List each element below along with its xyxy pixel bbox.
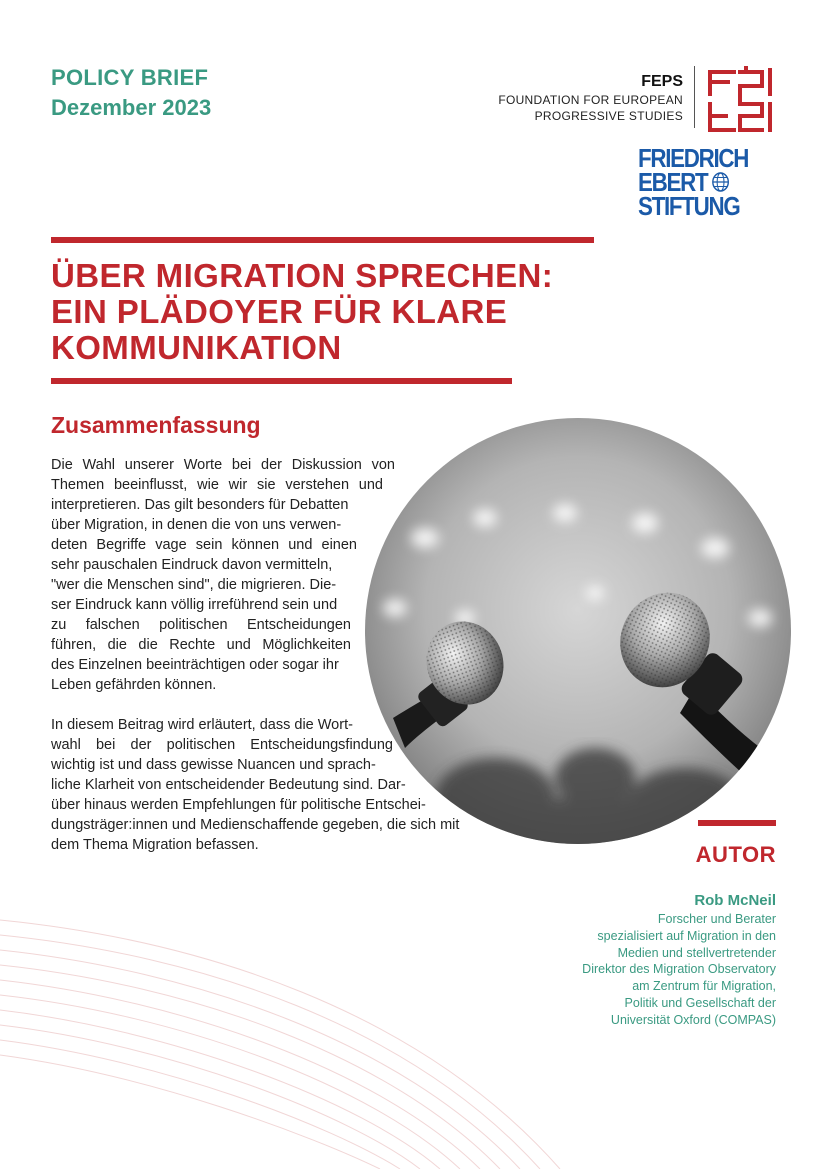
feps-name: FEPS: [641, 73, 683, 90]
title-rule-bottom: [51, 378, 512, 384]
feps-wordmark: [498, 72, 683, 124]
fes-logo-line-3: STIFTUNG: [638, 191, 740, 221]
summary-line: wahl bei der politischen Entscheidungsfindung: [51, 737, 393, 753]
summary-line: Themen beeinflusst, wie wir sie verstehen und: [51, 477, 383, 493]
feps-tagline-2: PROGRESSIVE STUDIES: [534, 109, 683, 123]
title-line-3: KOMMUNIKATION: [51, 329, 342, 366]
summary-line: über Migration, in denen die von uns verwen-: [51, 517, 342, 533]
feps-divider: [694, 66, 695, 128]
summary-line: Leben gefährden können.: [51, 677, 217, 693]
title-line-2: EIN PLÄDOYER FÜR KLARE: [51, 293, 508, 330]
summary-line: interpretieren. Das gilt besonders für Debatten: [51, 497, 349, 513]
summary-line: sehr pauschalen Eindruck davon vermitteln,: [51, 557, 333, 573]
summary-line: dem Thema Migration befassen.: [51, 837, 259, 853]
author-bio-line: Universität Oxford (COMPAS): [610, 1012, 776, 1027]
summary-line: wichtig ist und dass gewisse Nuancen und sprach-: [51, 757, 376, 773]
microphones-photo: [365, 418, 791, 844]
author-bio-line: spezialisiert auf Migration in den: [597, 928, 776, 943]
author-bio-line: Forscher und Berater: [657, 912, 776, 926]
brief-date: Dezember 2023: [51, 95, 212, 120]
summary-line: "wer die Menschen sind", die migrieren. Die-: [51, 577, 337, 593]
author-bio-line: Politik und Gesellschaft der: [624, 995, 776, 1010]
summary-line: In diesem Beitrag wird erläutert, dass die Wort-: [51, 717, 353, 733]
fes-logo: [638, 143, 776, 221]
summary-line: dungsträger:innen und Medienschaffende gegeben, die sich mit: [51, 817, 460, 833]
summary-heading: Zusammenfassung: [51, 412, 261, 438]
feps-tagline-1: FOUNDATION FOR EUROPEAN: [498, 93, 683, 107]
summary-line: führen, die die Rechte und Möglichkeiten: [51, 637, 351, 653]
summary-line: zu falschen politischen Entscheidungen: [51, 617, 351, 633]
summary-line: deten Begriffe vage sein können und einen: [51, 537, 357, 553]
summary-line: ser Eindruck kann völlig irreführend sein und: [51, 597, 338, 613]
title-line-1: ÜBER MIGRATION SPRECHEN:: [51, 257, 554, 294]
summary-line: über hinaus werden Empfehlungen für politische Entschei-: [51, 797, 426, 813]
author-bio: [582, 911, 776, 1029]
summary-line: des Einzelnen beeinträchtigen oder sogar ihr: [51, 657, 339, 673]
fes-logo-word-2: EBERT: [638, 167, 708, 197]
brief-type: POLICY BRIEF: [51, 65, 209, 90]
globe-icon: [711, 171, 730, 193]
page-title: [51, 258, 611, 366]
author-bio-line: Direktor des Migration Observatory: [582, 962, 776, 977]
title-rule-top: [51, 237, 594, 243]
author-name: Rob McNeil: [694, 892, 776, 909]
fes-logo-line-1: FRIEDRICH: [638, 143, 749, 173]
author-bio-line: Medien und stellvertretender: [617, 945, 776, 960]
summary-line: Die Wahl unserer Worte bei der Diskussion von: [51, 457, 395, 473]
summary-line: liche Klarheit von entscheidender Bedeutung sind. Dar-: [51, 777, 406, 793]
author-bio-line: am Zentrum für Migration,: [632, 979, 776, 994]
author-rule: [698, 820, 776, 826]
author-heading: AUTOR: [695, 842, 776, 867]
feps-monogram-icon: [704, 64, 778, 136]
